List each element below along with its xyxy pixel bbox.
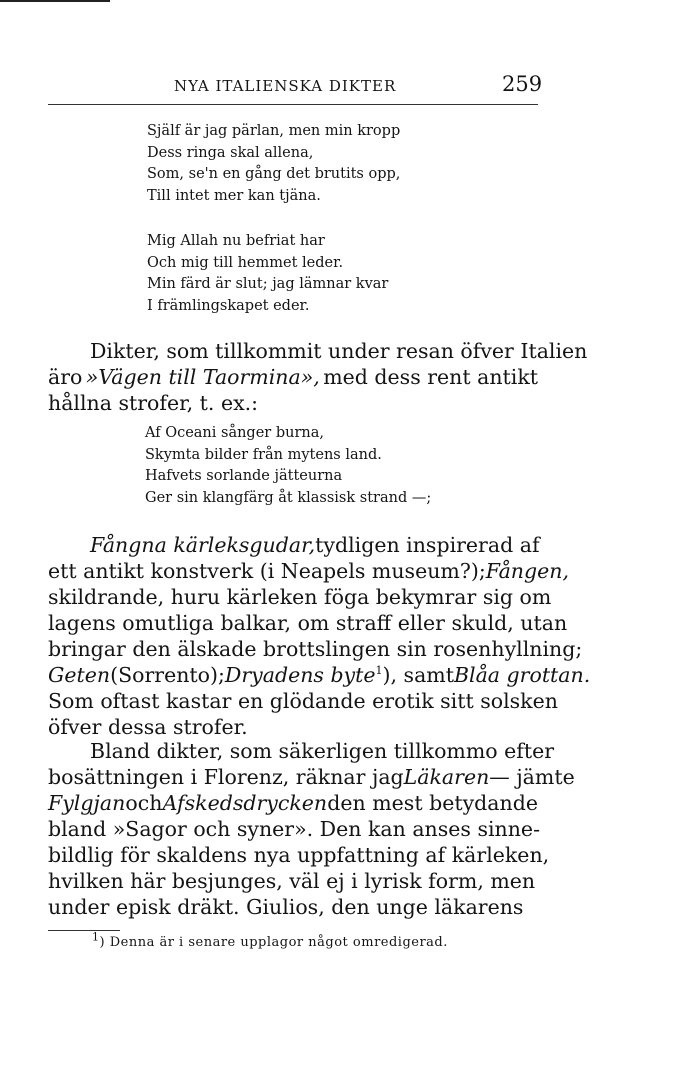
poem-title: Fylgjan bbox=[48, 791, 126, 815]
text-line: Dikter, som tillkommit under resan öfver Italien bbox=[90, 339, 588, 363]
verse-stanza-2 bbox=[147, 231, 388, 317]
text-line: hvilken här besjunges, väl ej i lyrisk form, men bbox=[48, 869, 536, 893]
text-line: Fylgjan och Afskedsdrycken den mest betydande bbox=[48, 791, 538, 815]
text-line: bland »Sagor och syner». Den kan anses sinne- bbox=[48, 817, 540, 841]
text-line: bringar den älskade brottslingen sin rosenhyllning; bbox=[48, 637, 583, 661]
footnote: $^1$) Denna är i senare upplagor något omredigerad. bbox=[92, 930, 448, 950]
top-edge-rule bbox=[0, 0, 110, 2]
footnote-rule bbox=[48, 930, 120, 931]
text-line: skildrande, huru kärleken föga bekymrar sig om bbox=[48, 585, 552, 609]
text-line: under episk dräkt. Giulios, den unge läkarens bbox=[48, 895, 524, 919]
verse-line: Och mig till hemmet leder. bbox=[147, 254, 344, 271]
poem-title: Dryadens byte bbox=[224, 663, 376, 687]
text-line: Fångna kärleksgudar, tydligen inspirerad af bbox=[90, 533, 540, 557]
verse-line: Skymta bilder från mytens land. bbox=[145, 446, 382, 463]
text-line: hållna strofer, t. ex.: bbox=[48, 391, 259, 415]
poem-title: Läkaren bbox=[403, 765, 490, 789]
poem-title: Fången, bbox=[485, 559, 569, 583]
verse-line: Min färd är slut; jag lämnar kvar bbox=[147, 276, 389, 292]
verse-line: Som, se'n en gång det brutits opp, bbox=[147, 166, 401, 182]
text-line: bosättningen i Florenz, räknar jag Läkaren — jämte bbox=[48, 765, 575, 789]
text-line: äro »Vägen till Taormina», med dess rent antikt bbox=[48, 365, 538, 389]
poem-title: »Vägen till Taormina», bbox=[85, 365, 320, 389]
verse-line: I främlingskapet eder. bbox=[147, 297, 310, 314]
text-line: lagens omutliga balkar, om straff eller skuld, utan bbox=[48, 611, 568, 635]
poem-title: Blåa grottan. bbox=[453, 663, 591, 687]
paragraph-1 bbox=[48, 338, 588, 416]
verse-line: Dess ringa skal allena, bbox=[147, 144, 314, 161]
text-line: Geten (Sorrento); Dryadens byte$^1$), samt Blåa grottan. bbox=[48, 663, 591, 687]
verse-line: Själf är jag pärlan, men min kropp bbox=[147, 123, 401, 139]
text-line: öfver dessa strofer. bbox=[48, 715, 248, 739]
verse-stanza-3 bbox=[145, 423, 431, 509]
poem-title: Geten bbox=[48, 663, 111, 687]
verse-line: Till intet mer kan tjäna. bbox=[147, 187, 321, 204]
text-line: ett antikt konstverk (i Neapels museum?); Fången, bbox=[48, 559, 569, 583]
text-line: Som oftast kastar en glödande erotik sitt solsken bbox=[48, 689, 558, 713]
paragraph-3 bbox=[48, 738, 575, 920]
footnote-marker: 1 bbox=[92, 930, 100, 944]
verse-line: Mig Allah nu befriat har bbox=[147, 233, 325, 249]
verse-line: Hafvets sorlande jätteurna bbox=[145, 468, 343, 484]
header-rule bbox=[48, 104, 538, 105]
text-line: Bland dikter, som säkerligen tillkommo efter bbox=[90, 739, 555, 763]
running-header: NYA ITALIENSKA DIKTER bbox=[174, 77, 397, 95]
footnote-marker: 1 bbox=[375, 664, 383, 678]
page-number: 259 bbox=[502, 72, 543, 96]
verse-line: Ger sin klangfärg åt klassisk strand —; bbox=[145, 489, 432, 506]
verse-line: Af Oceani sånger burna, bbox=[145, 425, 324, 441]
text-line: bildlig för skaldens nya uppfattning af kärleken, bbox=[48, 843, 550, 867]
poem-title: Fångna kärleksgudar, bbox=[90, 533, 316, 557]
paragraph-2 bbox=[48, 532, 591, 740]
verse-stanza-1 bbox=[147, 121, 400, 207]
poem-title: Afskedsdrycken bbox=[162, 791, 328, 815]
